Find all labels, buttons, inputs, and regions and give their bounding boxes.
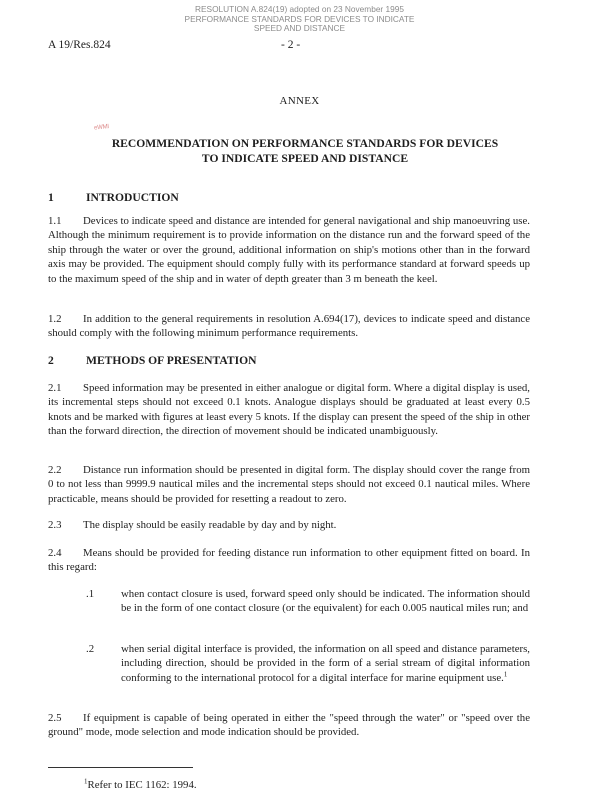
section-number: 1 bbox=[48, 191, 54, 204]
paragraph-number: 1.2 bbox=[48, 313, 62, 325]
annex-label: ANNEX bbox=[279, 95, 320, 107]
paragraph-1-2 bbox=[48, 312, 530, 341]
paragraph-2-5 bbox=[48, 711, 530, 740]
document-title bbox=[60, 136, 550, 166]
page-number: - 2 - bbox=[281, 39, 301, 51]
list-item-text: when serial digital interface is provided, the information on all speed and distance parameters, including direction, should be provided in the form of a serial stream of digital information conforming to the international protocol for a digital interface for marine equipment use. bbox=[121, 643, 530, 684]
list-item-text: when contact closure is used, forward speed only should be indicated. The information should be in the form of one contact closure (or the equivalent) for each 0.005 nautical miles run; and bbox=[121, 588, 530, 615]
paragraph-number: 2.2 bbox=[48, 464, 62, 476]
paragraph-text: In addition to the general requirements in resolution A.694(17), devices to indicate speed and distance should comply with the following minimum performance requirements. bbox=[48, 313, 530, 340]
paragraph-number: 2.4 bbox=[48, 547, 62, 559]
section-title: METHODS OF PRESENTATION bbox=[86, 354, 257, 367]
paragraph-number: 2.1 bbox=[48, 382, 62, 394]
list-item-number: .1 bbox=[86, 588, 95, 600]
section-title: INTRODUCTION bbox=[86, 191, 179, 204]
section-heading-introduction bbox=[48, 191, 179, 204]
footnote bbox=[84, 779, 197, 791]
list-item-contact-closure bbox=[86, 587, 530, 616]
section-heading-methods-of-presentation bbox=[48, 354, 257, 367]
section-number: 2 bbox=[48, 354, 54, 367]
list-item-text-wrapper bbox=[121, 642, 530, 685]
paragraph-text: Means should be provided for feeding distance run information to other equipment fitted on board. In this regard: bbox=[48, 547, 530, 574]
footnote-divider bbox=[48, 767, 193, 768]
paragraph-1-1 bbox=[48, 214, 530, 286]
paragraph-text: Devices to indicate speed and distance are intended for general navigational and ship manoeuvring use. Although the minimum requirement is to provide information on the distance run and the forward speed of the ship through the water or over the ground, additional information on ship's motions other than in the forward axis may be provided. The equipment should comply fully with its performance standard at forward speeds up to the maximum speed of the ship and in water of depth greater than 3 m beneath the keel. bbox=[48, 215, 530, 285]
paragraph-number: 1.1 bbox=[48, 215, 62, 227]
footnote-marker: 1 bbox=[84, 777, 88, 786]
paragraph-text: Speed information may be presented in either analogue or digital form. Where a digital display is used, its incremental steps should not exceed 0.1 knots. Analogue displays should be graduated at least every 0.5 knots and be marked with figures at least every 5 knots. If the display can present the speed of the ship in other than the forward direction, the direction of movement should be indicated unambiguously. bbox=[48, 382, 530, 438]
header-note-line-3: SPEED AND DISTANCE bbox=[253, 23, 346, 34]
stamp-mark: ᵉᵂᴹᴵ bbox=[93, 122, 110, 134]
header-note-line-2: PERFORMANCE STANDARDS FOR DEVICES TO INDICATE bbox=[184, 13, 415, 24]
footnote-text: Refer to IEC 1162: 1994. bbox=[87, 779, 197, 791]
title-line-2: TO INDICATE SPEED AND DISTANCE bbox=[201, 152, 409, 165]
header-note-line-1: RESOLUTION A.824(19) adopted on 23 November 1995 bbox=[195, 4, 404, 14]
document-code: A 19/Res.824 bbox=[48, 39, 111, 51]
paragraph-text: Distance run information should be presented in digital form. The display should cover the range from 0 to not less than 9999.9 nautical miles and the incremental steps should not exceed 0.1 nautical miles. Where practicable, means should be provided for resetting a readout to zero. bbox=[48, 464, 530, 505]
paragraph-text: If equipment is capable of being operated in either the "speed through the water" or "speed over the ground" mode, mode selection and mode indication should be provided. bbox=[48, 712, 530, 739]
resolution-header-note bbox=[0, 5, 599, 34]
paragraph-2-2 bbox=[48, 463, 530, 506]
title-line-1: RECOMMENDATION ON PERFORMANCE STANDARDS FOR DEVICES bbox=[111, 137, 499, 150]
list-item-number: .2 bbox=[86, 643, 95, 655]
list-item-serial-digital-interface bbox=[86, 642, 530, 685]
paragraph-2-3 bbox=[48, 518, 530, 532]
paragraph-text: The display should be easily readable by day and by night. bbox=[83, 519, 337, 531]
paragraph-2-4 bbox=[48, 546, 530, 575]
paragraph-2-1 bbox=[48, 381, 530, 439]
paragraph-number: 2.3 bbox=[48, 519, 62, 531]
paragraph-number: 2.5 bbox=[48, 712, 62, 724]
footnote-reference: 1 bbox=[503, 670, 508, 679]
